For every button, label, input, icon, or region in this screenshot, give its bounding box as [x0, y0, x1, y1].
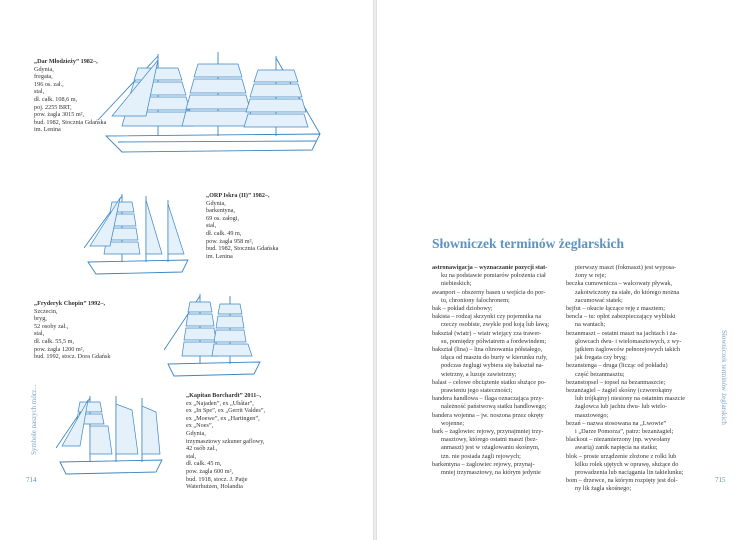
glossary-line: bandera handlowa – flaga oznaczająca przy- [432, 395, 544, 403]
caption-line: 196 os. zał., [34, 80, 64, 88]
caption-line: Szczecin, [34, 307, 58, 315]
glossary-line: należność państwową statku handlowego; [441, 403, 547, 411]
caption-line: ex „Najaden”, ex „Ubåtar”, [186, 399, 254, 407]
glossary-line: bezań – nazwa stosowana na „Lwowie” [566, 419, 667, 427]
glossary-line: podczas żeglugi wybiera się bakształ na- [441, 362, 544, 370]
glossary-line: tzn. nie posiada żagli rejowych; [441, 452, 521, 460]
glossary-line: bom – drzewce, na którym rozpięty jest dol- [566, 477, 678, 485]
running-head-right: Słowniczek terminów żeglarskich [720, 330, 728, 425]
glossary-line: bak – pokład dziobowy; [432, 305, 493, 313]
page-number-left: 714 [26, 476, 37, 484]
caption-title: „Dar Młodzieży” 1982–, [34, 58, 98, 65]
running-head-left: Symbole naszych mórz... [30, 384, 38, 455]
glossary-line: beczka cumownicza – walcowaty pływak, [566, 280, 673, 288]
caption-line: pow. żagla 3015 m², [34, 111, 85, 119]
caption-line: im. Lenina [34, 126, 61, 134]
caption-line: Gdynia, [206, 199, 226, 207]
glossary-line: bakształ (wiatr) – wiatr wiejący zza trawer- [432, 329, 542, 337]
glossary-line: astronawigacja – wyznaczanie pozycji stat- [432, 264, 548, 271]
caption-line: pow. żagla 958 m², [206, 237, 253, 245]
glossary-line: pierwszy maszt (fokmaszt) jest wyposa- [575, 264, 677, 271]
glossary-line: jątkiem żaglowców pełnorejowych takich [575, 346, 681, 354]
glossary-line: blackout – niezamierzony (np. wywołany [566, 436, 671, 444]
caption-line: Gdynia, [34, 65, 54, 73]
glossary-line: glowcach dwu- i wielomasztowych, z wy- [575, 337, 682, 345]
glossary-line: bencla – tu: opłot zabezpieczający wybliski [566, 313, 676, 321]
glossary-line: bezanstopsel – topsel na bezanmaszcie; [566, 378, 666, 386]
caption-fryderyk-chopin [34, 300, 110, 361]
glossary-line: kilku rolek ujętych w oprawę, służące do [575, 460, 679, 468]
glossary-line: tu, chroniony falochronem; [441, 296, 510, 304]
glossary-line: awarią) zanik napięcia na statku; [575, 444, 658, 452]
glossary-line: jak fregata czy bryg; [575, 354, 627, 362]
left-page [0, 0, 373, 540]
caption-line: stal, [186, 452, 197, 460]
glossary-line: bezanmaszt – ostatni maszt na jachtach i ża- [566, 329, 678, 337]
caption-line: ex „Moewe”, ex „Hartingen”, [186, 414, 260, 422]
glossary-line: blok – proste urządzenie złożone z rolki lub [566, 452, 677, 460]
glossary-line: awanport – obszerny basen u wejścia do por- [432, 288, 546, 296]
caption-dar-mlodziezy [34, 58, 106, 134]
glossary-line: wojenne; [441, 419, 465, 427]
ship-illustration-kapitan-borchardt [56, 392, 168, 482]
caption-line: dł. całk. 108,6 m, [34, 95, 78, 103]
caption-line: dł. całk. 55,5 m, [34, 337, 75, 345]
glossary-line: anmaszt) jest w ożaglowaniu skośnym, [441, 444, 540, 452]
caption-title: „Fryderyk Chopin” 1992–, [34, 300, 105, 307]
glossary-line: prawieniu jego stateczności; [441, 387, 513, 395]
glossary-line: wietrzny, a luzuje zawietrzny; [441, 370, 517, 378]
glossary-column-2 [566, 264, 685, 494]
caption-line: dł. całk. 45 m, [186, 460, 222, 468]
glossary-line: masztowy, którego ostatni maszt (bez- [441, 436, 538, 444]
glossary-line: su, pomiędzy półwiatrem a fordewindem; [441, 337, 547, 345]
glossary-line: barkentyna – żaglowiec rejowy, przynaj- [432, 460, 535, 468]
caption-line: fregata, [34, 73, 53, 81]
glossary-line: lub trójkątny) niesiony na ostatnim maszcie [575, 395, 685, 403]
caption-line: bryg, [34, 315, 47, 323]
caption-line: poj. 2255 BRT, [34, 103, 72, 111]
glossary-column-1 [432, 264, 549, 477]
caption-orp-iskra [206, 192, 278, 260]
glossary-line: ny lik żagla skośnego; [575, 485, 632, 493]
caption-line: barkentyna, [206, 207, 236, 215]
caption-line: im. Lenina [206, 252, 233, 260]
glossary-line: balast – celowe obciążenie statku służące po- [432, 378, 546, 386]
caption-line: Waterhuizen, Holandia [186, 483, 243, 491]
glossary-line: żaglowca lub jachtu dwu- lub wielo- [575, 403, 668, 411]
caption-line: 52 osoby zał., [34, 322, 69, 330]
glossary-line: ku na podstawie pomiarów położenia ciał [441, 272, 546, 280]
caption-line: pow. żagla 600 m², [186, 467, 233, 475]
glossary-line: niebieskich; [441, 280, 472, 288]
ship-illustration-orp-iskra [84, 190, 194, 280]
caption-line: bud. 1982, Stocznia Gdańska [34, 118, 107, 126]
caption-title: „ORP Iskra (II)” 1982–, [206, 192, 270, 199]
caption-title: „Kapitan Borchardt” 2011–, [186, 392, 262, 399]
glossary-line: bezanstenga – druga (licząc od pokładu) [566, 362, 668, 370]
glossary-line: bakształ (lina) – lina olinowania półstałego, [432, 346, 543, 354]
caption-line: bud. 1918, stocz. J. Patje [186, 475, 248, 483]
caption-line: pow. żagla 1200 m², [34, 345, 85, 353]
caption-line: stal, [206, 222, 217, 230]
ship-illustration-dar-mlodziezy [98, 50, 338, 160]
caption-line: stal, [34, 330, 45, 338]
glossary-line: masztowego; [575, 411, 609, 419]
glossary-line: zacumować statek; [575, 296, 623, 304]
caption-line: ex „In Spe”, ex „Gerrit Valdes”, [186, 407, 266, 415]
ship-illustration-fryderyk-chopin [164, 290, 264, 382]
glossary-line: część bezanmasztu; [575, 370, 625, 378]
glossary-line: i „Darze Pomorza”, patrz: bezanżagiel; [575, 428, 674, 436]
glossary-line: na wantach; [575, 321, 606, 329]
glossary-line: bark – żaglowiec rejowy, przynajmniej trzy- [432, 428, 544, 436]
caption-line: dł. całk. 49 m, [206, 229, 242, 237]
glossary-line: bezanżagiel – żagiel skośny (czworokątny [566, 387, 673, 395]
caption-line: bud. 1992, stocz. Dora Gdańsk [34, 353, 111, 361]
caption-line: ex „Noes”, [186, 422, 214, 430]
glossary-line: żony w reje; [575, 272, 607, 280]
glossary-line: bakista – rodzaj skrzynki czy pojemnika na [432, 313, 542, 321]
caption-line: stal, [34, 88, 45, 96]
caption-line: 69 os. załogi, [206, 214, 239, 222]
glossary-line: bejfut – okucie łączące reję z masztem; [566, 305, 665, 313]
glossary-line: prowadzenia lub naciągania lin takielunku; [575, 469, 684, 477]
page-number-right: 715 [715, 476, 726, 484]
glossary-line: bandera wojenna – jw. noszona przez okręty [432, 411, 544, 419]
caption-line: 42 osób zał., [186, 445, 218, 453]
glossary-line: mniej trzymasztowy, na którym jedynie [441, 469, 541, 477]
caption-line: trzymasztowy szkuner gaflowy, [186, 437, 265, 445]
caption-line: bud. 1982, Stocznia Gdańska [206, 245, 279, 253]
caption-line: Gdynia, [186, 429, 206, 437]
glossary-line: rzeczy osobiste, zwykle pod koją lub ławą; [441, 321, 550, 329]
glossary-heading: Słowniczek terminów żeglarskich [432, 236, 624, 251]
caption-kapitan-borchardt [186, 392, 265, 491]
glossary-line: zakotwiczony na stałe, do którego można [575, 288, 680, 296]
glossary-line: idąca od masztu do burty w kierunku rufy, [441, 354, 548, 362]
